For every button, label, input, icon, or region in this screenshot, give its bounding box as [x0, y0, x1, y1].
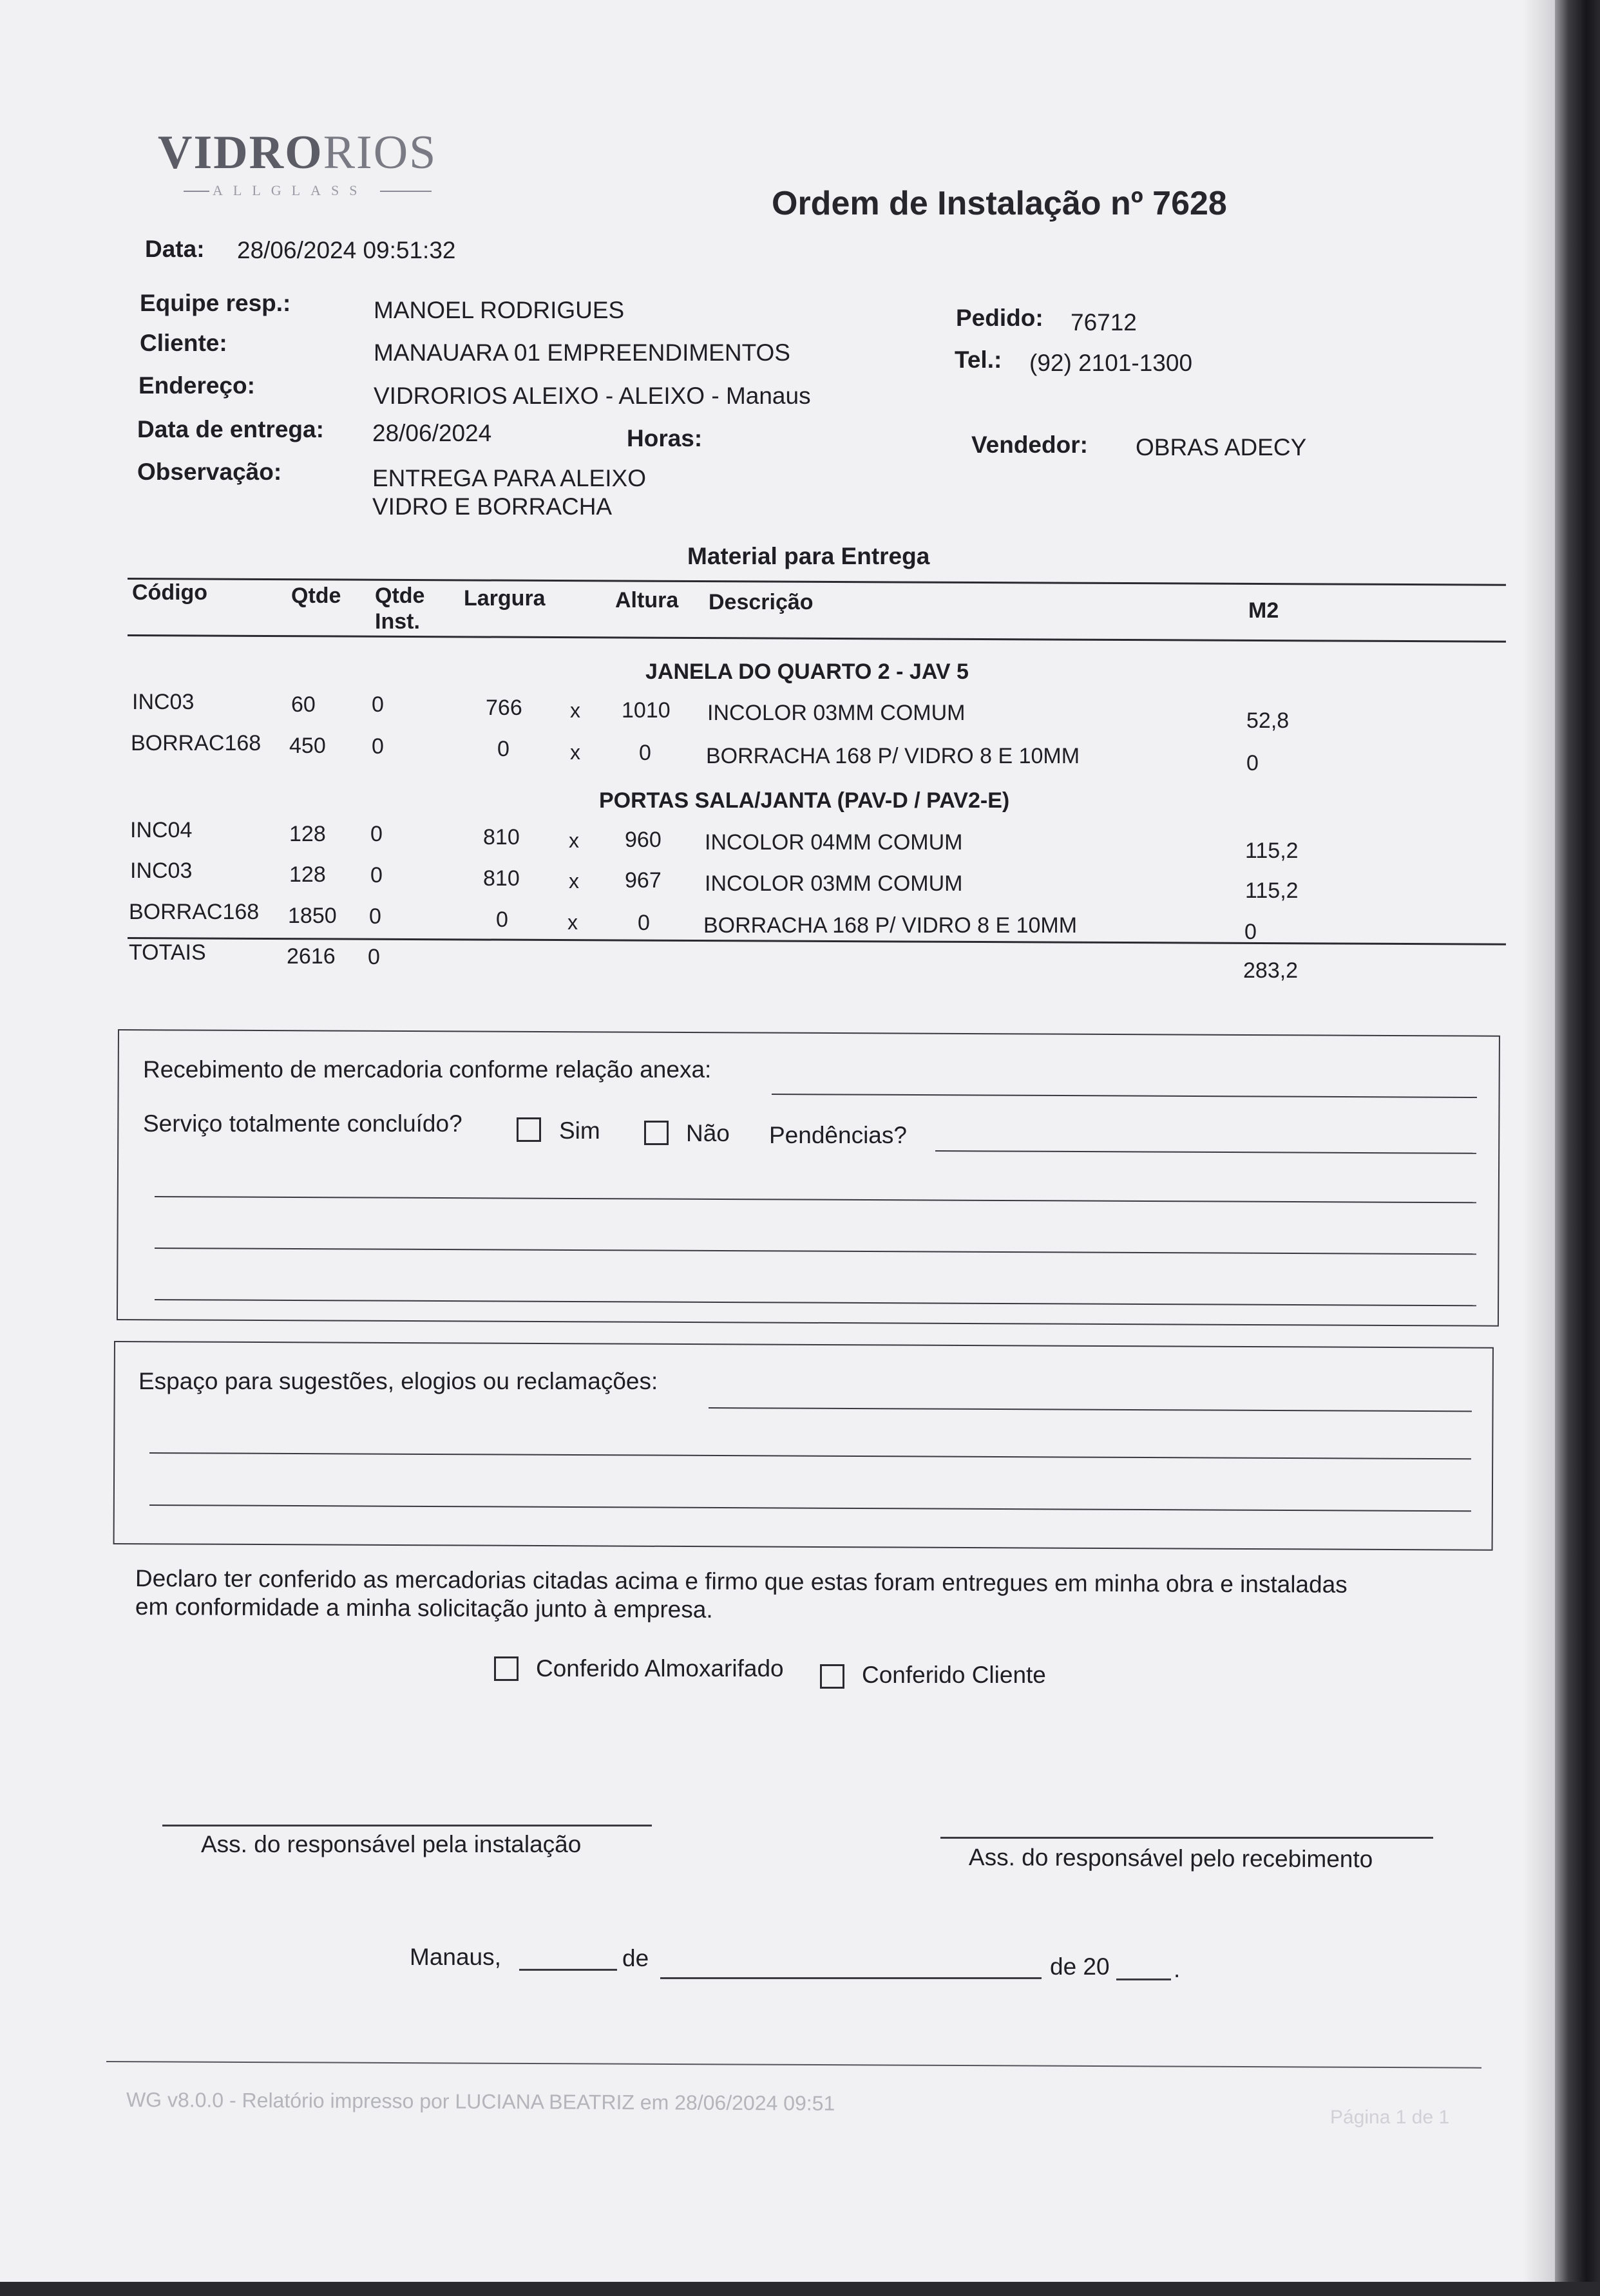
- cell-x: x: [569, 869, 579, 893]
- cell-descricao: INCOLOR 04MM COMUM: [705, 830, 963, 855]
- conferido-cliente-checkbox[interactable]: [820, 1664, 844, 1689]
- pedido-label: Pedido:: [956, 305, 1043, 331]
- cell-codigo: INC04: [130, 818, 193, 842]
- page-title: Ordem de Instalação nº 7628: [772, 185, 1227, 222]
- date-value: 28/06/2024 09:51:32: [237, 237, 456, 263]
- cell-m2: 115,2: [1245, 878, 1299, 903]
- col-largura: Largura: [464, 586, 546, 611]
- cell-qtde: 1850: [288, 904, 337, 928]
- cell-m2: 0: [1246, 751, 1259, 775]
- date-label: Data:: [145, 236, 205, 262]
- cell-m2: 115,2: [1245, 839, 1299, 863]
- scan-edge-shadow: [1523, 0, 1555, 2296]
- entrega-value: 28/06/2024: [372, 420, 492, 446]
- entrega-label: Data de entrega:: [137, 416, 324, 442]
- observacao-line-2: VIDRO E BORRACHA: [372, 493, 613, 520]
- footer-page-number: Página 1 de 1: [1330, 2107, 1450, 2128]
- endereco-value: VIDRORIOS ALEIXO - ALEIXO - Manaus: [374, 383, 811, 409]
- scan-bottom-edge: [0, 2282, 1600, 2296]
- equipe-value: MANOEL RODRIGUES: [374, 297, 625, 323]
- declaration-line-2: em conformidade a minha solicitação junto à empresa.: [135, 1593, 713, 1623]
- cell-largura: 0: [496, 907, 508, 932]
- de-label-2: de 20: [1050, 1953, 1110, 1980]
- receipt-label: Recebimento de mercadoria conforme relação anexa:: [143, 1056, 712, 1083]
- city-label: Manaus,: [410, 1944, 501, 1970]
- cell-largura: 810: [483, 866, 520, 891]
- cell-inst: 0: [372, 734, 384, 759]
- conferido-cliente-label: Conferido Cliente: [862, 1662, 1046, 1688]
- totals-m2: 283,2: [1243, 958, 1299, 983]
- cell-qtde: 128: [289, 822, 326, 846]
- totals-inst: 0: [368, 945, 380, 969]
- cell-codigo: INC03: [132, 690, 195, 714]
- nao-checkbox[interactable]: [644, 1121, 669, 1145]
- cell-codigo: BORRAC168: [129, 900, 260, 924]
- group-title-janela: JANELA DO QUARTO 2 - JAV 5: [645, 659, 969, 684]
- logo-tagline: ALLGLASS: [213, 182, 368, 198]
- de-label-1: de: [622, 1945, 649, 1971]
- month-line[interactable]: [660, 1977, 1042, 1979]
- logo-rule-right: [380, 191, 432, 192]
- cell-m2: 52,8: [1246, 708, 1290, 733]
- col-altura: Altura: [615, 588, 679, 612]
- col-qtde: Qtde: [291, 583, 341, 608]
- cell-codigo: INC03: [130, 859, 193, 883]
- group-title-portas: PORTAS SALA/JANTA (PAV-D / PAV2-E): [599, 788, 1010, 813]
- logo-rule-left: [184, 191, 209, 192]
- tel-value: (92) 2101-1300: [1029, 350, 1193, 376]
- col-qtde-inst-1: Qtde: [375, 583, 425, 608]
- logo-brand-bold: VIDRO: [158, 126, 323, 179]
- cell-x: x: [570, 699, 580, 722]
- installer-signature-label: Ass. do responsável pela instalação: [201, 1831, 582, 1857]
- cell-altura: 0: [639, 741, 651, 765]
- cliente-value: MANAUARA 01 EMPREENDIMENTOS: [374, 339, 790, 366]
- scan-edge: [1555, 0, 1600, 2296]
- totals-label: TOTAIS: [129, 940, 206, 965]
- cell-qtde: 128: [289, 862, 326, 887]
- suggestions-label: Espaço para sugestões, elogios ou reclamações:: [138, 1368, 658, 1394]
- footer-rule: [106, 2061, 1481, 2069]
- cell-descricao: BORRACHA 168 P/ VIDRO 8 E 10MM: [703, 913, 1078, 938]
- year-line[interactable]: [1116, 1978, 1171, 1980]
- cell-m2: 0: [1244, 920, 1257, 944]
- cell-qtde: 60: [291, 692, 316, 717]
- observacao-label: Observação:: [137, 459, 282, 485]
- cell-descricao: BORRACHA 168 P/ VIDRO 8 E 10MM: [706, 744, 1080, 768]
- declaration-line-1: Declaro ter conferido as mercadorias citadas acima e firmo que estas foram entregues em minha obra e instaladas: [135, 1565, 1348, 1598]
- cell-altura: 0: [638, 911, 650, 935]
- table-title: Material para Entrega: [687, 543, 930, 569]
- receiver-signature-label: Ass. do responsável pelo recebimento: [968, 1844, 1373, 1873]
- vendedor-value: OBRAS ADECY: [1136, 434, 1307, 460]
- equipe-label: Equipe resp.:: [140, 290, 291, 316]
- period: .: [1174, 1956, 1181, 1982]
- cell-largura: 810: [483, 825, 520, 849]
- cell-largura: 0: [497, 737, 510, 761]
- col-codigo: Código: [132, 580, 208, 605]
- cell-inst: 0: [370, 863, 383, 887]
- sim-checkbox[interactable]: [517, 1117, 541, 1142]
- col-qtde-inst-2: Inst.: [375, 609, 420, 634]
- tel-label: Tel.:: [955, 346, 1002, 373]
- day-line[interactable]: [519, 1969, 617, 1971]
- cell-codigo: BORRAC168: [131, 731, 262, 755]
- logo-brand-light: RIOS: [323, 126, 437, 179]
- cell-inst: 0: [372, 692, 384, 717]
- cell-altura: 1010: [622, 698, 671, 723]
- pendencias-label: Pendências?: [769, 1122, 907, 1148]
- vendedor-label: Vendedor:: [971, 432, 1088, 458]
- cell-altura: 967: [625, 868, 662, 893]
- cell-descricao: INCOLOR 03MM COMUM: [707, 701, 966, 725]
- sim-label: Sim: [559, 1117, 600, 1144]
- cell-qtde: 450: [289, 734, 326, 758]
- col-descricao: Descrição: [709, 590, 814, 614]
- cell-x: x: [567, 911, 578, 934]
- cell-x: x: [570, 741, 580, 764]
- company-logo: [158, 126, 437, 180]
- cell-inst: 0: [370, 822, 383, 846]
- horas-label: Horas:: [627, 425, 703, 451]
- cell-inst: 0: [369, 904, 381, 929]
- observacao-line-1: ENTREGA PARA ALEIXO: [372, 465, 646, 491]
- pedido-value: 76712: [1071, 309, 1137, 336]
- nao-label: Não: [686, 1120, 730, 1146]
- conferido-almoxarifado-checkbox[interactable]: [494, 1656, 519, 1681]
- receiver-signature-line[interactable]: [940, 1837, 1433, 1839]
- conferido-almoxarifado-label: Conferido Almoxarifado: [536, 1655, 784, 1682]
- cell-descricao: INCOLOR 03MM COMUM: [705, 871, 963, 896]
- cell-largura: 766: [486, 696, 522, 720]
- totals-qtde: 2616: [287, 944, 336, 969]
- cell-x: x: [569, 829, 579, 852]
- footer-report: WG v8.0.0 - Relatório impresso por LUCIANA BEATRIZ em 28/06/2024 09:51: [126, 2088, 835, 2115]
- cliente-label: Cliente:: [140, 330, 227, 356]
- table-header-rule: [128, 634, 1506, 643]
- col-m2: M2: [1248, 598, 1279, 623]
- installer-signature-line[interactable]: [162, 1825, 652, 1826]
- endereco-label: Endereço:: [138, 372, 255, 399]
- servico-label: Serviço totalmente concluído?: [143, 1110, 462, 1137]
- cell-altura: 960: [625, 828, 662, 852]
